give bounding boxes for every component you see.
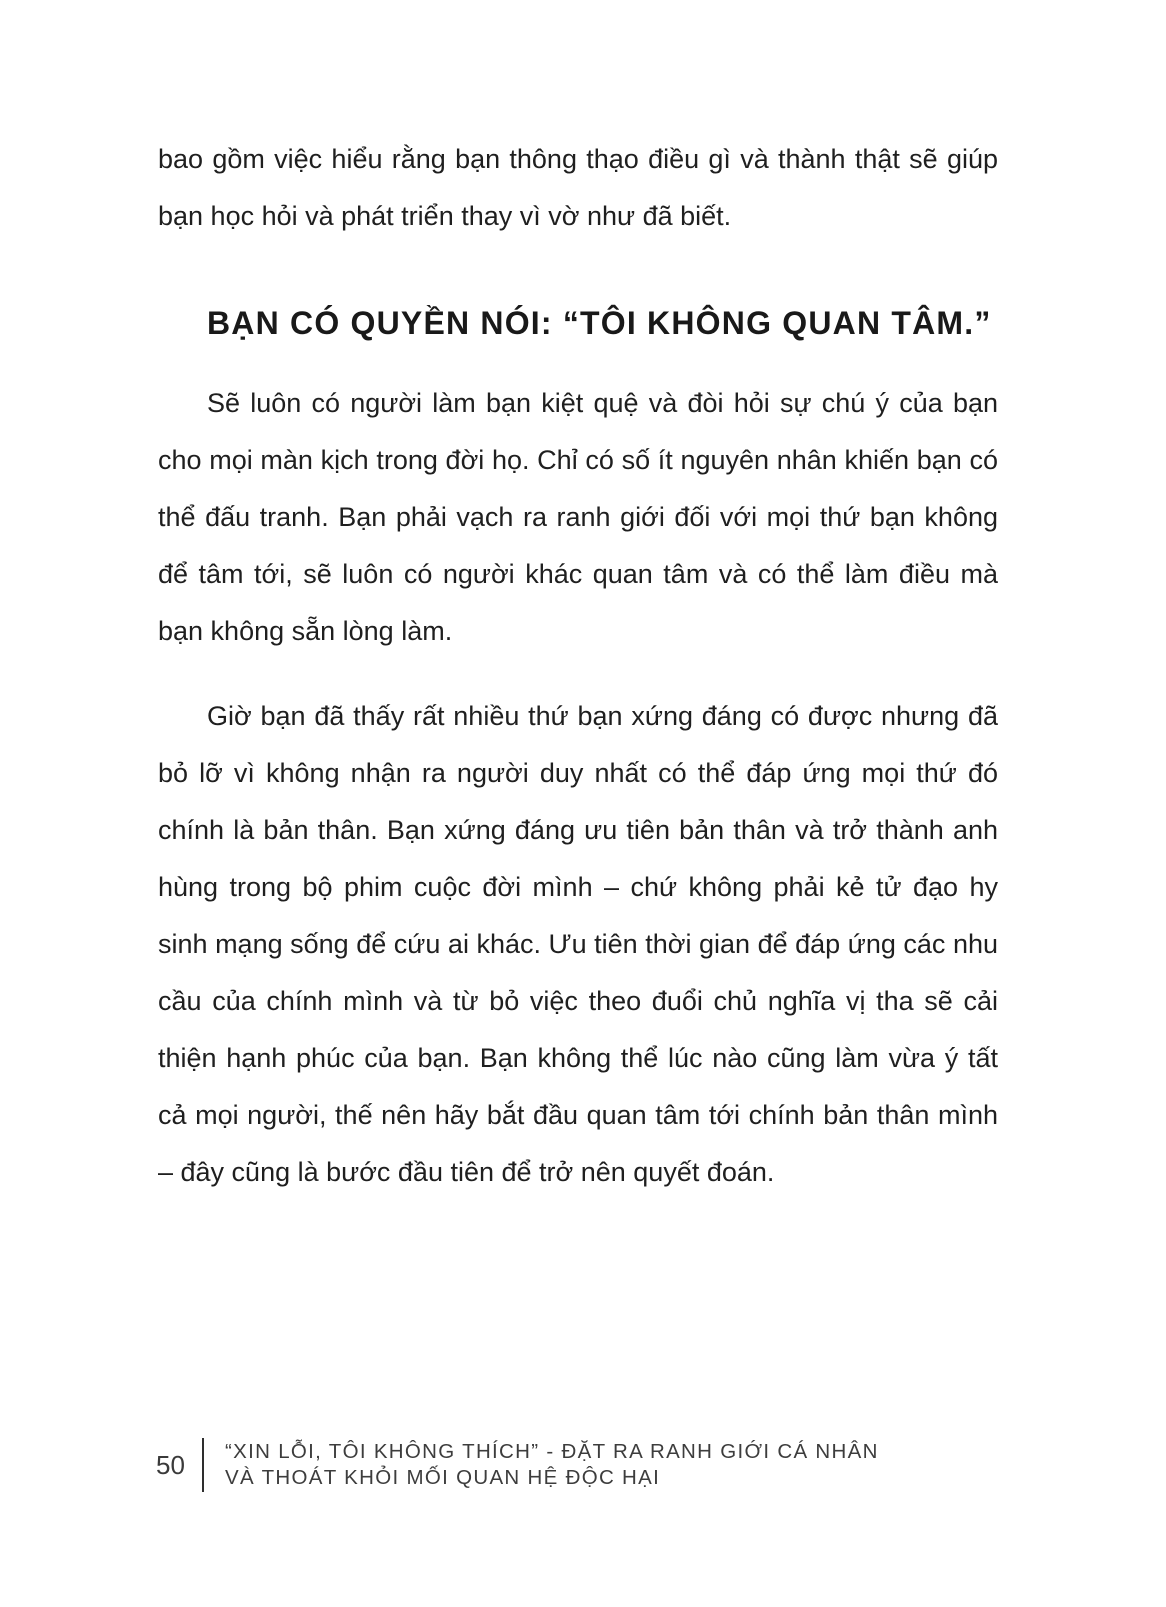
section-heading: BẠN CÓ QUYỀN NÓI: “TÔI KHÔNG QUAN TÂM.” [207,305,992,341]
body-paragraph-2: Giờ bạn đã thấy rất nhiều thứ bạn xứng đáng có được nhưng đã bỏ lỡ vì không nhận ra người duy nhất có thể đáp ứng mọi thứ đó chính là bản thân. Bạn xứng đáng ưu tiên bản thân và trở thành anh hùng trong bộ phim cuộc đời mình – chứ không phải kẻ tử đạo hy sinh mạng sống để cứu ai khác. Ưu tiên thời gian để đáp ứng các nhu cầu của chính mình và từ bỏ việc theo đuổi chủ nghĩa vị tha sẽ cải thiện hạnh phúc của bạn. Bạn không thể lúc nào cũng làm vừa ý tất cả mọi người, thế nên hãy bắt đầu quan tâm tới chính bản thân mình – đây cũng là bước đầu tiên để trở nên quyết đoán. [158,701,998,1187]
lead-paragraph: bao gồm việc hiểu rằng bạn thông thạo điều gì và thành thật sẽ giúp bạn học hỏi và phát triển thay vì vờ như đã biết. [158,144,998,231]
book-title-line1: “XIN LỖI, TÔI KHÔNG THÍCH” - ĐẶT RA RANH GIỚI CÁ NHÂN [225,1440,879,1463]
book-title-line2: VÀ THOÁT KHỎI MỐI QUAN HỆ ĐỘC HẠI [225,1466,661,1489]
page-footer [156,1438,879,1492]
page-number: 50 [156,1449,185,1480]
body-paragraph-1: Sẽ luôn có người làm bạn kiệt quệ và đòi hỏi sự chú ý của bạn cho mọi màn kịch trong đời họ. Chỉ có số ít nguyên nhân khiến bạn có thể đấu tranh. Bạn phải vạch ra ranh giới đối với mọi thứ bạn không để tâm tới, sẽ luôn có người khác quan tâm và có thể làm điều mà bạn không sẵn lòng làm. [158,388,998,646]
book-title [225,1439,879,1491]
footer-divider [202,1438,204,1492]
page-content [158,131,998,1201]
